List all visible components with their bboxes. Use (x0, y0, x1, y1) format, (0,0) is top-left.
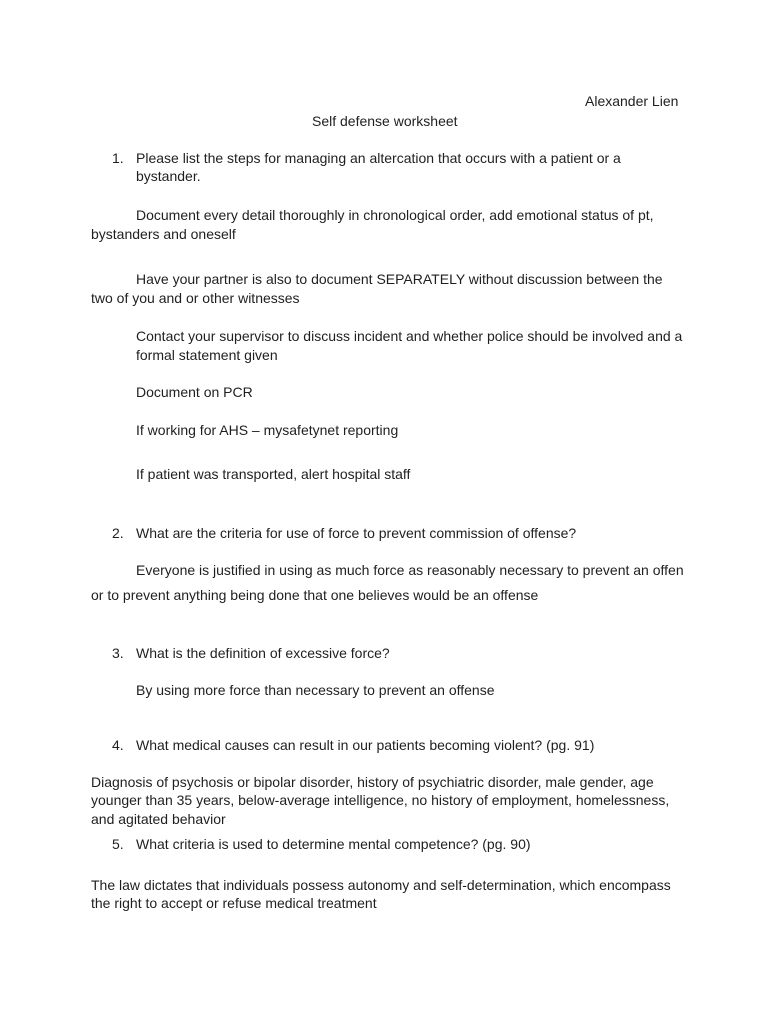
question-text: What medical causes can result in our patients becoming violent? (pg. 91) (136, 737, 595, 753)
question-text: What is the definition of excessive force? (136, 645, 390, 661)
answer-text: Document on PCR (136, 384, 253, 400)
question-text-continued: bystander. (136, 168, 201, 184)
question-number: 2. (112, 525, 124, 541)
question-number: 3. (112, 645, 124, 661)
author-name: Alexander Lien (585, 93, 679, 109)
answer-text-continued: or to prevent anything being done that one believes would be an offense (91, 587, 539, 603)
answer-text-continued: the right to accept or refuse medical treatment (91, 895, 377, 911)
answer-text: Have your partner is also to document SEPARATELY without discussion between the (136, 271, 663, 287)
question-number: 4. (112, 737, 124, 753)
answer-text: By using more force than necessary to prevent an offense (136, 682, 495, 698)
answer-text: Diagnosis of psychosis or bipolar disorder, history of psychiatric disorder, male gender, age (91, 774, 654, 790)
question-number: 1. (112, 150, 124, 166)
question-text: What criteria is used to determine mental competence? (pg. 90) (136, 836, 531, 852)
answer-text-continued: younger than 35 years, below-average intelligence, no history of employment, homelessness, (91, 792, 670, 808)
question-number: 5. (112, 836, 124, 852)
answer-text: If working for AHS – mysafetynet reporting (136, 422, 399, 438)
document-title: Self defense worksheet (312, 113, 458, 129)
answer-text: Document every detail thoroughly in chronological order, add emotional status of pt, (136, 207, 654, 223)
question-text: What are the criteria for use of force to prevent commission of offense? (136, 525, 577, 541)
answer-text: If patient was transported, alert hospital staff (136, 466, 411, 482)
answer-text-continued: and agitated behavior (91, 811, 226, 827)
answer-text-continued: bystanders and oneself (91, 226, 236, 242)
answer-text-continued: formal statement given (136, 347, 278, 363)
answer-text-continued: two of you and or other witnesses (91, 290, 300, 306)
question-text: Please list the steps for managing an altercation that occurs with a patient or a (136, 150, 621, 166)
answer-text: Everyone is justified in using as much force as reasonably necessary to prevent an offen (136, 562, 684, 578)
answer-text: The law dictates that individuals possess autonomy and self-determination, which encompass (91, 877, 671, 893)
answer-text: Contact your supervisor to discuss incident and whether police should be involved and a (136, 328, 683, 344)
